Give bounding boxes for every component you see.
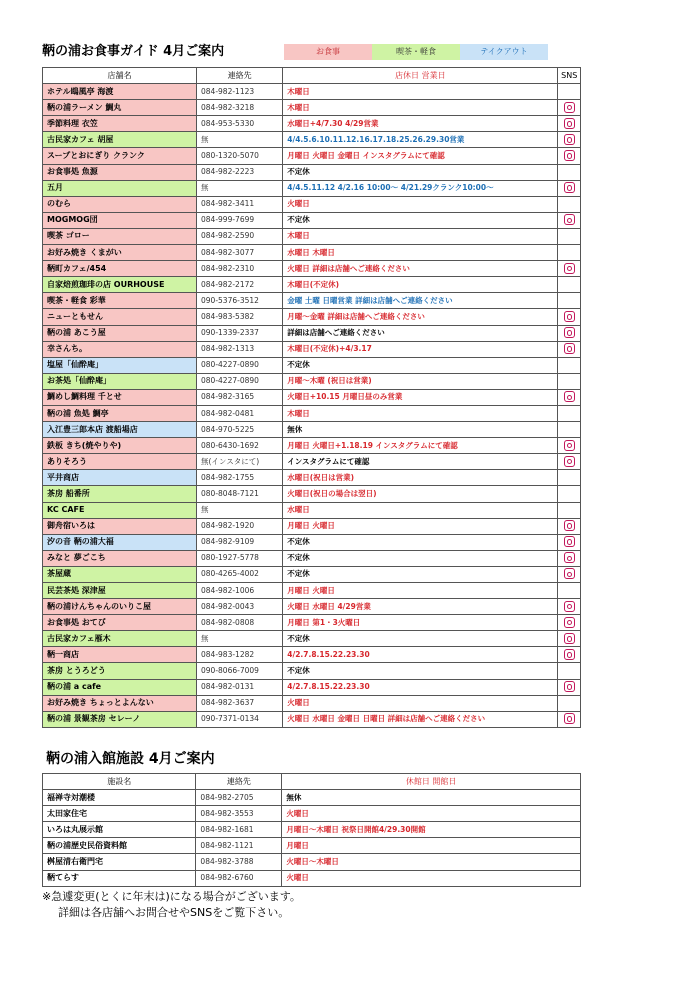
restaurant-holiday: 月曜日 第1・3火曜日 (283, 615, 558, 631)
restaurant-name: 喫茶・軽食 彩華 (43, 293, 197, 309)
restaurant-phone: 084-982-1123 (197, 84, 283, 100)
restaurant-holiday: 火曜日 (283, 196, 558, 212)
sns-cell[interactable] (558, 132, 581, 148)
restaurant-phone: 084-982-1313 (197, 341, 283, 357)
facility-name: 桝屋清右衛門宅 (43, 854, 196, 870)
restaurant-holiday: 木曜日 (283, 405, 558, 421)
legend-food: お食事 (284, 44, 372, 60)
restaurant-phone: 084-982-2172 (197, 277, 283, 293)
restaurant-holiday: 不定休 (283, 164, 558, 180)
restaurant-phone: 080-4227-0890 (197, 357, 283, 373)
sns-cell (558, 293, 581, 309)
restaurant-name: 鉄板 きち(焼やりや) (43, 438, 197, 454)
facility-phone: 084-982-3553 (196, 806, 282, 822)
sns-cell[interactable] (558, 711, 581, 727)
instagram-icon[interactable] (564, 649, 575, 660)
sns-cell[interactable] (558, 518, 581, 534)
table-row (43, 550, 581, 566)
table-row (43, 534, 581, 550)
table-row (43, 711, 581, 727)
table-row (43, 164, 581, 180)
restaurant-name: 御舟宿いろは (43, 518, 197, 534)
restaurant-name: 鞆町カフェ/454 (43, 261, 197, 277)
table-row (43, 212, 581, 228)
sns-cell (558, 357, 581, 373)
sns-cell (558, 583, 581, 599)
facility-holiday: 無休 (282, 790, 581, 806)
instagram-icon[interactable] (564, 343, 575, 354)
restaurant-name: 塩屋「仙酔庵」 (43, 357, 197, 373)
table-row (43, 84, 581, 100)
table-row (43, 357, 581, 373)
restaurant-name: KC CAFE (43, 502, 197, 518)
facility-phone: 084-982-3788 (196, 854, 282, 870)
restaurant-phone: 084-982-2223 (197, 164, 283, 180)
sns-cell[interactable] (558, 615, 581, 631)
sns-cell[interactable] (558, 325, 581, 341)
restaurant-holiday: 月曜日 火曜日+1.18.19 インスタグラムにて確認 (283, 438, 558, 454)
restaurant-name: 喫茶 ゴロー (43, 228, 197, 244)
table-row (43, 583, 581, 599)
sns-cell (558, 228, 581, 244)
restaurant-phone: 無(インスタにて) (197, 454, 283, 470)
sns-cell[interactable] (558, 679, 581, 695)
restaurant-holiday: 火曜日 水曜日 金曜日 日曜日 詳細は店舗へご連絡ください (283, 711, 558, 727)
instagram-icon[interactable] (564, 601, 575, 612)
restaurant-holiday: 月曜日 火曜日 金曜日 インスタグラムにて確認 (283, 148, 558, 164)
instagram-icon[interactable] (564, 134, 575, 145)
restaurant-name: のむら (43, 196, 197, 212)
table-row (43, 325, 581, 341)
restaurant-name: 五月 (43, 180, 197, 196)
sns-cell[interactable] (558, 261, 581, 277)
restaurant-name: お食事処 魚源 (43, 164, 197, 180)
restaurant-phone: 084-982-9109 (197, 534, 283, 550)
sns-cell[interactable] (558, 599, 581, 615)
restaurant-phone: 084-953-5330 (197, 116, 283, 132)
column-header-holiday: 店休日 営業日 (283, 68, 558, 84)
restaurant-name: 幸さんち。 (43, 341, 197, 357)
restaurant-phone: 090-7371-0134 (197, 711, 283, 727)
column-header-phone: 連絡先 (197, 68, 283, 84)
restaurant-name: MOGMOG団 (43, 212, 197, 228)
facility-name: 福禅寺対潮楼 (43, 790, 196, 806)
table-row (43, 196, 581, 212)
restaurant-phone: 084-982-1755 (197, 470, 283, 486)
column-header-closed-days: 休館日 開館日 (282, 774, 581, 790)
sns-cell[interactable] (558, 631, 581, 647)
table-row (43, 806, 581, 822)
page-title: 鞆の浦お食事ガイド 4月ご案内 (42, 44, 225, 59)
table-row (43, 438, 581, 454)
restaurant-holiday: 不定休 (283, 534, 558, 550)
restaurant-phone: 084-982-0808 (197, 615, 283, 631)
sns-cell (558, 470, 581, 486)
table-row (43, 679, 581, 695)
table-row (43, 277, 581, 293)
table-row (43, 822, 581, 838)
table-row (43, 132, 581, 148)
restaurant-holiday: 不定休 (283, 550, 558, 566)
table-row (43, 245, 581, 261)
restaurant-name: 鞆の浦 景観茶房 セレーノ (43, 711, 197, 727)
restaurant-table (42, 67, 581, 728)
restaurant-holiday: 不定休 (283, 663, 558, 679)
restaurant-phone: 084-982-1920 (197, 518, 283, 534)
restaurant-name: 古民家カフェ 胡屋 (43, 132, 197, 148)
restaurant-phone: 090-5376-3512 (197, 293, 283, 309)
restaurant-phone: 084-999-7699 (197, 212, 283, 228)
restaurant-holiday: 木曜日(不定休)+4/3.17 (283, 341, 558, 357)
facility-holiday: 月曜日 (282, 838, 581, 854)
sns-cell[interactable] (558, 341, 581, 357)
restaurant-holiday: 木曜日(不定休) (283, 277, 558, 293)
table-row (43, 663, 581, 679)
table-row (43, 293, 581, 309)
sns-cell[interactable] (558, 566, 581, 582)
restaurant-phone: 無 (197, 502, 283, 518)
restaurant-holiday: 月曜〜木曜 (祝日は営業) (283, 373, 558, 389)
facility-phone: 084-982-1121 (196, 838, 282, 854)
restaurant-phone: 084-982-3637 (197, 695, 283, 711)
sns-cell[interactable] (558, 550, 581, 566)
table-row (43, 405, 581, 421)
instagram-icon[interactable] (564, 568, 575, 579)
restaurant-holiday: 詳細は店舗へご連絡ください (283, 325, 558, 341)
legend-takeout: テイクアウト (460, 44, 548, 60)
table-row (43, 454, 581, 470)
restaurant-phone: 084-982-3218 (197, 100, 283, 116)
table-row (43, 389, 581, 405)
table-row (43, 309, 581, 325)
instagram-icon[interactable] (564, 552, 575, 563)
facility-phone: 084-982-1681 (196, 822, 282, 838)
sns-cell[interactable] (558, 309, 581, 325)
table-row (43, 100, 581, 116)
restaurant-name: みなと 夢ごこち (43, 550, 197, 566)
restaurant-holiday: 月曜日 火曜日 (283, 518, 558, 534)
instagram-icon[interactable] (564, 617, 575, 628)
restaurant-phone: 084-983-5382 (197, 309, 283, 325)
table-row (43, 631, 581, 647)
restaurant-phone: 080-4227-0890 (197, 373, 283, 389)
table-row (43, 341, 581, 357)
restaurant-name: 汐の音 鞆の浦大福 (43, 534, 197, 550)
instagram-icon[interactable] (564, 681, 575, 692)
table-row (43, 790, 581, 806)
sns-cell (558, 373, 581, 389)
restaurant-phone: 084-982-3165 (197, 389, 283, 405)
sns-cell[interactable] (558, 180, 581, 196)
table-row (43, 228, 581, 244)
restaurant-name: 平井商店 (43, 470, 197, 486)
restaurant-phone: 080-8048-7121 (197, 486, 283, 502)
column-header-name: 店舗名 (43, 68, 197, 84)
restaurant-holiday: 不定休 (283, 631, 558, 647)
table-row (43, 615, 581, 631)
notice (42, 889, 301, 921)
sns-cell[interactable] (558, 454, 581, 470)
restaurant-phone: 090-1339-2337 (197, 325, 283, 341)
facility-holiday: 火曜日 (282, 870, 581, 886)
facility-phone: 084-982-6760 (196, 870, 282, 886)
restaurant-name: ニューともせん (43, 309, 197, 325)
restaurant-phone: 080-1320-5070 (197, 148, 283, 164)
facility-phone: 084-982-2705 (196, 790, 282, 806)
restaurant-name: 鞆一商店 (43, 647, 197, 663)
table-row (43, 647, 581, 663)
instagram-icon[interactable] (564, 456, 575, 467)
facilities-title: 鞆の浦入館施設 4月ご案内 (46, 751, 215, 767)
restaurant-phone: 無 (197, 631, 283, 647)
restaurant-phone: 084-970-5225 (197, 422, 283, 438)
column-header-facility: 施設名 (43, 774, 196, 790)
restaurant-phone: 084-983-1282 (197, 647, 283, 663)
restaurant-holiday: 不定休 (283, 357, 558, 373)
restaurant-name: 鯛めし鯛料理 千とせ (43, 389, 197, 405)
instagram-icon[interactable] (564, 327, 575, 338)
restaurant-holiday: 月曜日 火曜日 (283, 583, 558, 599)
restaurant-phone: 080-4265-4002 (197, 566, 283, 582)
sns-cell (558, 196, 581, 212)
facility-name: 鞆てらす (43, 870, 196, 886)
restaurant-holiday: 4/4.5.11.12 4/2.16 10:00〜 4/21.29クランク10:00〜 (283, 180, 558, 196)
sns-cell[interactable] (558, 647, 581, 663)
facility-name: いろは丸展示館 (43, 822, 196, 838)
facility-holiday: 火曜日 (282, 806, 581, 822)
restaurant-holiday: 木曜日 (283, 228, 558, 244)
notice-line: 詳細は各店舗へお問合せやSNSをご覧下さい。 (58, 906, 290, 919)
restaurant-holiday: 4/2.7.8.15.22.23.30 (283, 647, 558, 663)
restaurant-phone: 無 (197, 132, 283, 148)
facility-table (42, 773, 581, 887)
sns-cell[interactable] (558, 534, 581, 550)
restaurant-holiday: 水曜日+4/7.30 4/29営業 (283, 116, 558, 132)
restaurant-holiday: 木曜日 (283, 84, 558, 100)
restaurant-name: 古民家カフェ雁木 (43, 631, 197, 647)
table-row (43, 566, 581, 582)
restaurant-name: 鞆の浦 あこう屋 (43, 325, 197, 341)
category-legend (284, 44, 548, 60)
instagram-icon[interactable] (564, 713, 575, 724)
instagram-icon[interactable] (564, 633, 575, 644)
restaurant-holiday: 火曜日+10.15 月曜日昼のみ営業 (283, 389, 558, 405)
sns-cell (558, 486, 581, 502)
legend-cafe: 喫茶・軽食 (372, 44, 460, 60)
restaurant-name: お食事処 おてび (43, 615, 197, 631)
sns-cell (558, 245, 581, 261)
restaurant-name: ありそろう (43, 454, 197, 470)
instagram-icon[interactable] (564, 263, 575, 274)
restaurant-holiday: 火曜日 詳細は店舗へご連絡ください (283, 261, 558, 277)
restaurant-holiday: 4/2.7.8.15.22.23.30 (283, 679, 558, 695)
facility-holiday: 月曜日〜木曜日 祝祭日開館4/29.30開館 (282, 822, 581, 838)
table-row (43, 854, 581, 870)
sns-cell[interactable] (558, 148, 581, 164)
instagram-icon[interactable] (564, 391, 575, 402)
table-row (43, 518, 581, 534)
restaurant-name: 季節料理 衣笠 (43, 116, 197, 132)
restaurant-name: お好み焼き くまがい (43, 245, 197, 261)
restaurant-holiday: 月曜〜金曜 詳細は店舗へご連絡ください (283, 309, 558, 325)
facility-holiday: 火曜日〜木曜日 (282, 854, 581, 870)
sns-cell[interactable] (558, 389, 581, 405)
restaurant-holiday: 火曜日 水曜日 4/29営業 (283, 599, 558, 615)
restaurant-holiday: 水曜日(祝日は営業) (283, 470, 558, 486)
restaurant-name: 鞆の浦けんちゃんのいりこ屋 (43, 599, 197, 615)
restaurant-holiday: 火曜日 (283, 695, 558, 711)
sns-cell (558, 84, 581, 100)
table-row (43, 422, 581, 438)
restaurant-phone: 080-6430-1692 (197, 438, 283, 454)
sns-cell[interactable] (558, 116, 581, 132)
sns-cell[interactable] (558, 212, 581, 228)
facility-name: 太田家住宅 (43, 806, 196, 822)
table-row (43, 373, 581, 389)
sns-cell (558, 405, 581, 421)
sns-cell (558, 695, 581, 711)
sns-cell (558, 277, 581, 293)
restaurant-phone: 084-982-2590 (197, 228, 283, 244)
table-row (43, 838, 581, 854)
restaurant-name: 茶房 船番所 (43, 486, 197, 502)
restaurant-name: 入江豊三郎本店 渡船場店 (43, 422, 197, 438)
restaurant-holiday: 不定休 (283, 566, 558, 582)
instagram-icon[interactable] (564, 150, 575, 161)
restaurant-name: 鞆の浦ラーメン 鯛丸 (43, 100, 197, 116)
restaurant-holiday: 木曜日 (283, 100, 558, 116)
restaurant-holiday: インスタグラムにて確認 (283, 454, 558, 470)
restaurant-name: スープとおにぎり クランク (43, 148, 197, 164)
instagram-icon[interactable] (564, 214, 575, 225)
restaurant-holiday: 無休 (283, 422, 558, 438)
restaurant-phone: 080-1927-5778 (197, 550, 283, 566)
table-row (43, 870, 581, 886)
restaurant-holiday: 金曜 土曜 日曜営業 詳細は店舗へご連絡ください (283, 293, 558, 309)
sns-cell (558, 663, 581, 679)
restaurant-name: お茶処「仙酔庵」 (43, 373, 197, 389)
restaurant-name: 民芸茶処 深津屋 (43, 583, 197, 599)
table-row (43, 599, 581, 615)
restaurant-phone: 084-982-2310 (197, 261, 283, 277)
instagram-icon[interactable] (564, 536, 575, 547)
restaurant-phone: 084-982-0043 (197, 599, 283, 615)
restaurant-holiday: 4/4.5.6.10.11.12.16.17.18.25.26.29.30営業 (283, 132, 558, 148)
restaurant-name: 鞆の浦 魚処 鯛亭 (43, 405, 197, 421)
sns-cell[interactable] (558, 438, 581, 454)
table-row (43, 148, 581, 164)
table-row (43, 180, 581, 196)
facility-name: 鞆の浦歴史民俗資料館 (43, 838, 196, 854)
table-row (43, 502, 581, 518)
instagram-icon[interactable] (564, 311, 575, 322)
restaurant-name: ホテル鴎風亭 海渡 (43, 84, 197, 100)
notice-line: ※急遽変更(とくに年末は)になる場合がございます。 (42, 890, 301, 903)
restaurant-name: 茶房 とうろどう (43, 663, 197, 679)
table-row (43, 695, 581, 711)
restaurant-holiday: 火曜日(祝日の場合は翌日) (283, 486, 558, 502)
instagram-icon[interactable] (564, 102, 575, 113)
restaurant-holiday: 水曜日 (283, 502, 558, 518)
sns-cell (558, 422, 581, 438)
instagram-icon[interactable] (564, 182, 575, 193)
restaurant-name: 鞆の浦 a cafe (43, 679, 197, 695)
restaurant-holiday: 水曜日 木曜日 (283, 245, 558, 261)
table-row (43, 116, 581, 132)
table-row (43, 486, 581, 502)
restaurant-phone: 無 (197, 180, 283, 196)
restaurant-name: 自家焙煎珈琲の店 OURHOUSE (43, 277, 197, 293)
sns-cell (558, 502, 581, 518)
restaurant-phone: 084-982-3077 (197, 245, 283, 261)
instagram-icon[interactable] (564, 440, 575, 451)
table-row (43, 261, 581, 277)
restaurant-name: お好み焼き ちょっとよんない (43, 695, 197, 711)
restaurant-phone: 084-982-0481 (197, 405, 283, 421)
table-row (43, 470, 581, 486)
column-header-sns: SNS (558, 68, 581, 84)
restaurant-holiday: 不定休 (283, 212, 558, 228)
restaurant-phone: 084-982-3411 (197, 196, 283, 212)
column-header-facility-phone: 連絡先 (196, 774, 282, 790)
sns-cell (558, 164, 581, 180)
restaurant-phone: 084-982-0131 (197, 679, 283, 695)
instagram-icon[interactable] (564, 520, 575, 531)
restaurant-phone: 090-8066-7009 (197, 663, 283, 679)
restaurant-phone: 084-982-1006 (197, 583, 283, 599)
sns-cell[interactable] (558, 100, 581, 116)
instagram-icon[interactable] (564, 118, 575, 129)
restaurant-name: 茶屋蔵 (43, 566, 197, 582)
